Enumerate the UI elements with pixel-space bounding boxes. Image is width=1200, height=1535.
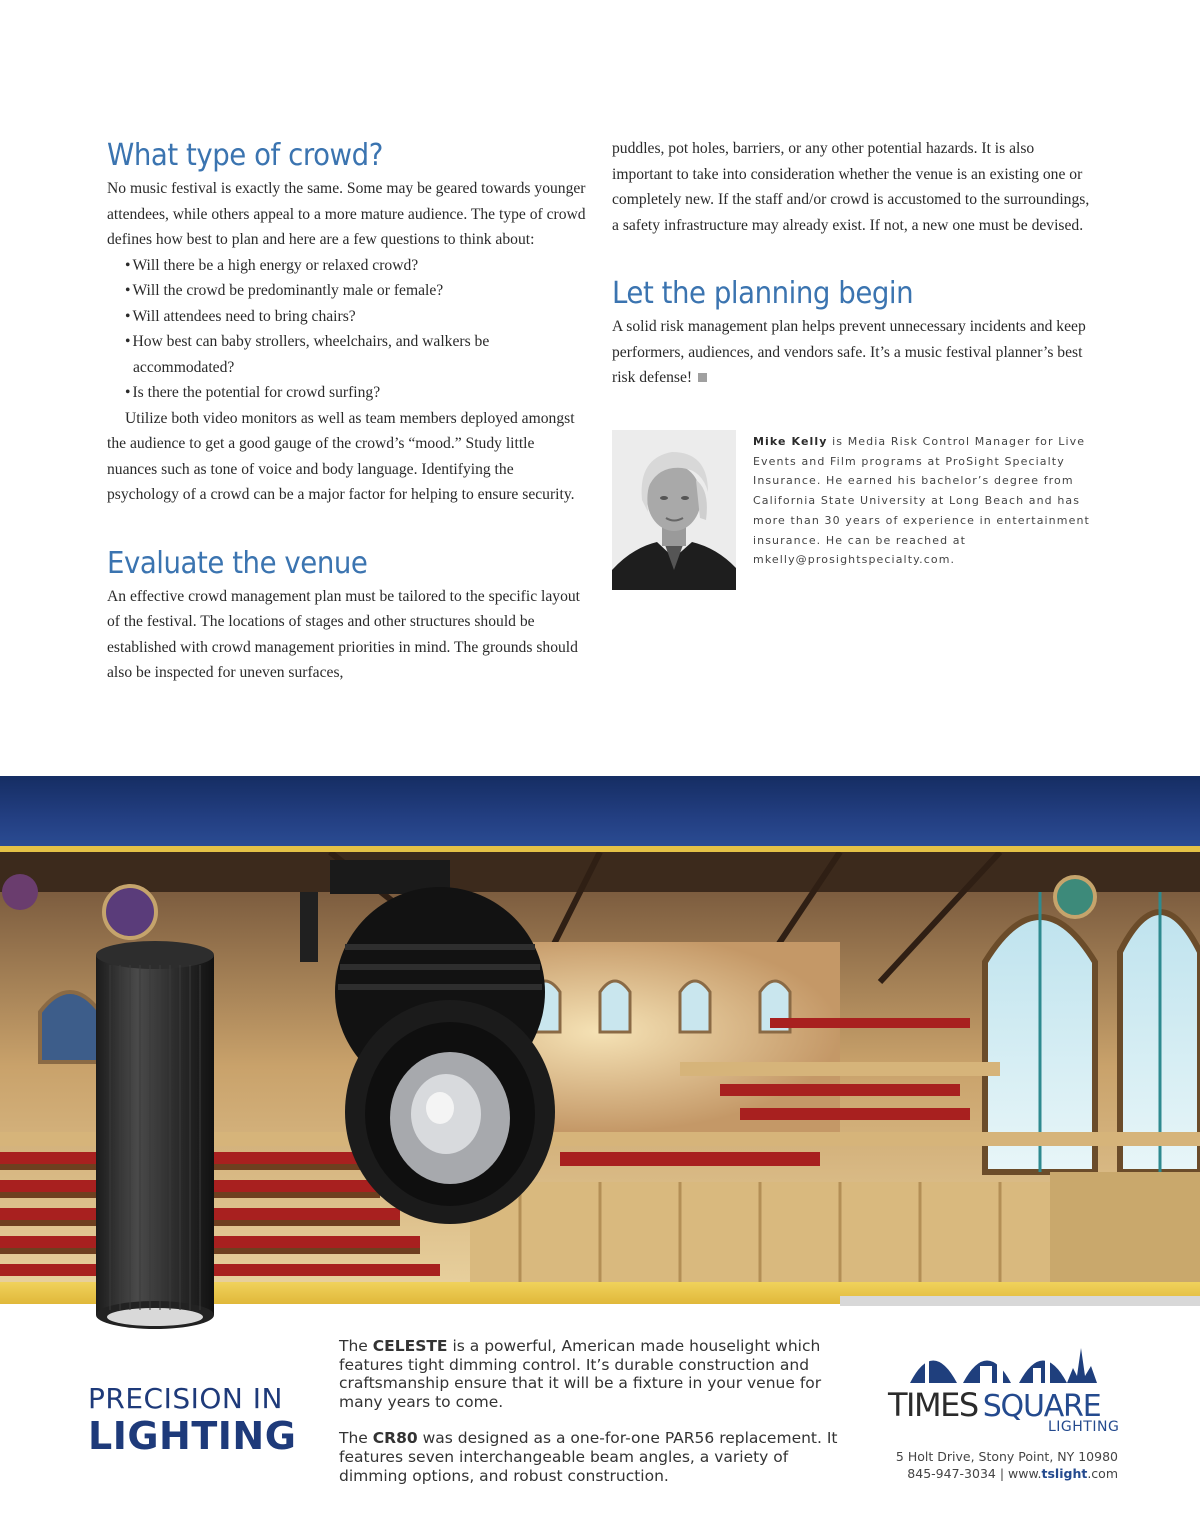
author-name: Mike Kelly — [753, 435, 828, 448]
list-item: • How best can baby strollers, wheelchairs, and walkers be accommodated? — [125, 329, 587, 380]
celeste-fixture-image — [90, 935, 220, 1335]
heading-crowd: What type of crowd? — [107, 138, 383, 173]
end-mark-icon — [698, 373, 707, 382]
crowd-paragraph-2: Utilize both video monitors as well as team members deployed amongst the audience to get a good gauge of the crowd’s “mood.” Study little nuances such as tone of voice and body language. Identifying the psychology of a crowd can be a major factor for helping to ensure security. — [107, 409, 575, 503]
crowd-intro: No music festival is exactly the same. Some may be geared towards younger attendees, while others appeal to a more mature audience. The type of crowd defines how best to plan and here are a few questions to think about: — [107, 180, 586, 248]
ad-phone-web: 845-947-3034 | www.tslight.com — [907, 1466, 1118, 1481]
ad-body — [339, 1337, 844, 1503]
author-portrait — [612, 430, 736, 590]
ad-headline-line2: LIGHTING — [88, 1414, 297, 1458]
planning-paragraph: A solid risk management plan helps prevent unnecessary incidents and keep performers, audiences, and vendors safe. It’s a music festival planner’s best risk defense! — [612, 318, 1086, 386]
ad-address: 5 Holt Drive, Stony Point, NY 10980 — [895, 1449, 1118, 1464]
heading-venue: Evaluate the venue — [107, 545, 368, 581]
right-column — [612, 136, 1097, 391]
ad-headline-line1: PRECISION IN — [88, 1382, 283, 1415]
heading-planning: Let the planning begin — [612, 276, 914, 311]
ad-cr80-paragraph: The CR80 was designed as a one-for-one PAR56 replacement. It features seven interchangeable beam angles, a variety of dimming options, and robust construction. — [339, 1429, 838, 1485]
list-item: • Will the crowd be predominantly male or female? — [125, 278, 587, 304]
left-column — [107, 136, 587, 686]
author-bio — [612, 430, 1092, 590]
logo-word-lighting: LIGHTING — [1048, 1419, 1120, 1435]
list-item: • Will there be a high energy or relaxed crowd? — [125, 253, 587, 279]
venue-paragraph-part2: puddles, pot holes, barriers, or any other potential hazards. It is also important to take into consideration whether the venue is an existing one or completely new. If the staff and/or crowd is accustomed to the surroundings, a safety infrastructure may already exist. If not, a new one must be devised. — [612, 140, 1090, 234]
ad-contact — [896, 1448, 1118, 1482]
list-item: • Will attendees need to bring chairs? — [125, 304, 587, 330]
logo-word-square: SQUARE — [982, 1389, 1101, 1424]
list-item: • Is there the potential for crowd surfing? — [125, 380, 587, 406]
author-bio-text: Mike Kelly is Media Risk Control Manager for Live Events and Film programs at ProSight Specialty Insurance. He earned his bachelor’s degree from California State University at Long Beach and has more than 30 years of experience in entertainment insurance. He can be reached at mkelly@prosightspecialty.com. — [753, 435, 1090, 567]
ad-headline — [88, 1382, 296, 1456]
venue-paragraph-part1: An effective crowd management plan must be tailored to the specific layout of the festival. The locations of stages and other structures should be established with crowd management priorities in mind. The grounds should also be inspected for uneven surfaces, — [107, 587, 580, 681]
ad-top-band — [0, 776, 1200, 846]
logo-word-times: TIMES — [888, 1386, 978, 1424]
crowd-questions-list — [107, 253, 587, 406]
ad-celeste-paragraph: The CELESTE is a powerful, American made houselight which features tight dimming control. It’s durable construction and craftsmanship ensure that it will be a fixture in your venue for many years to come. — [339, 1337, 822, 1411]
